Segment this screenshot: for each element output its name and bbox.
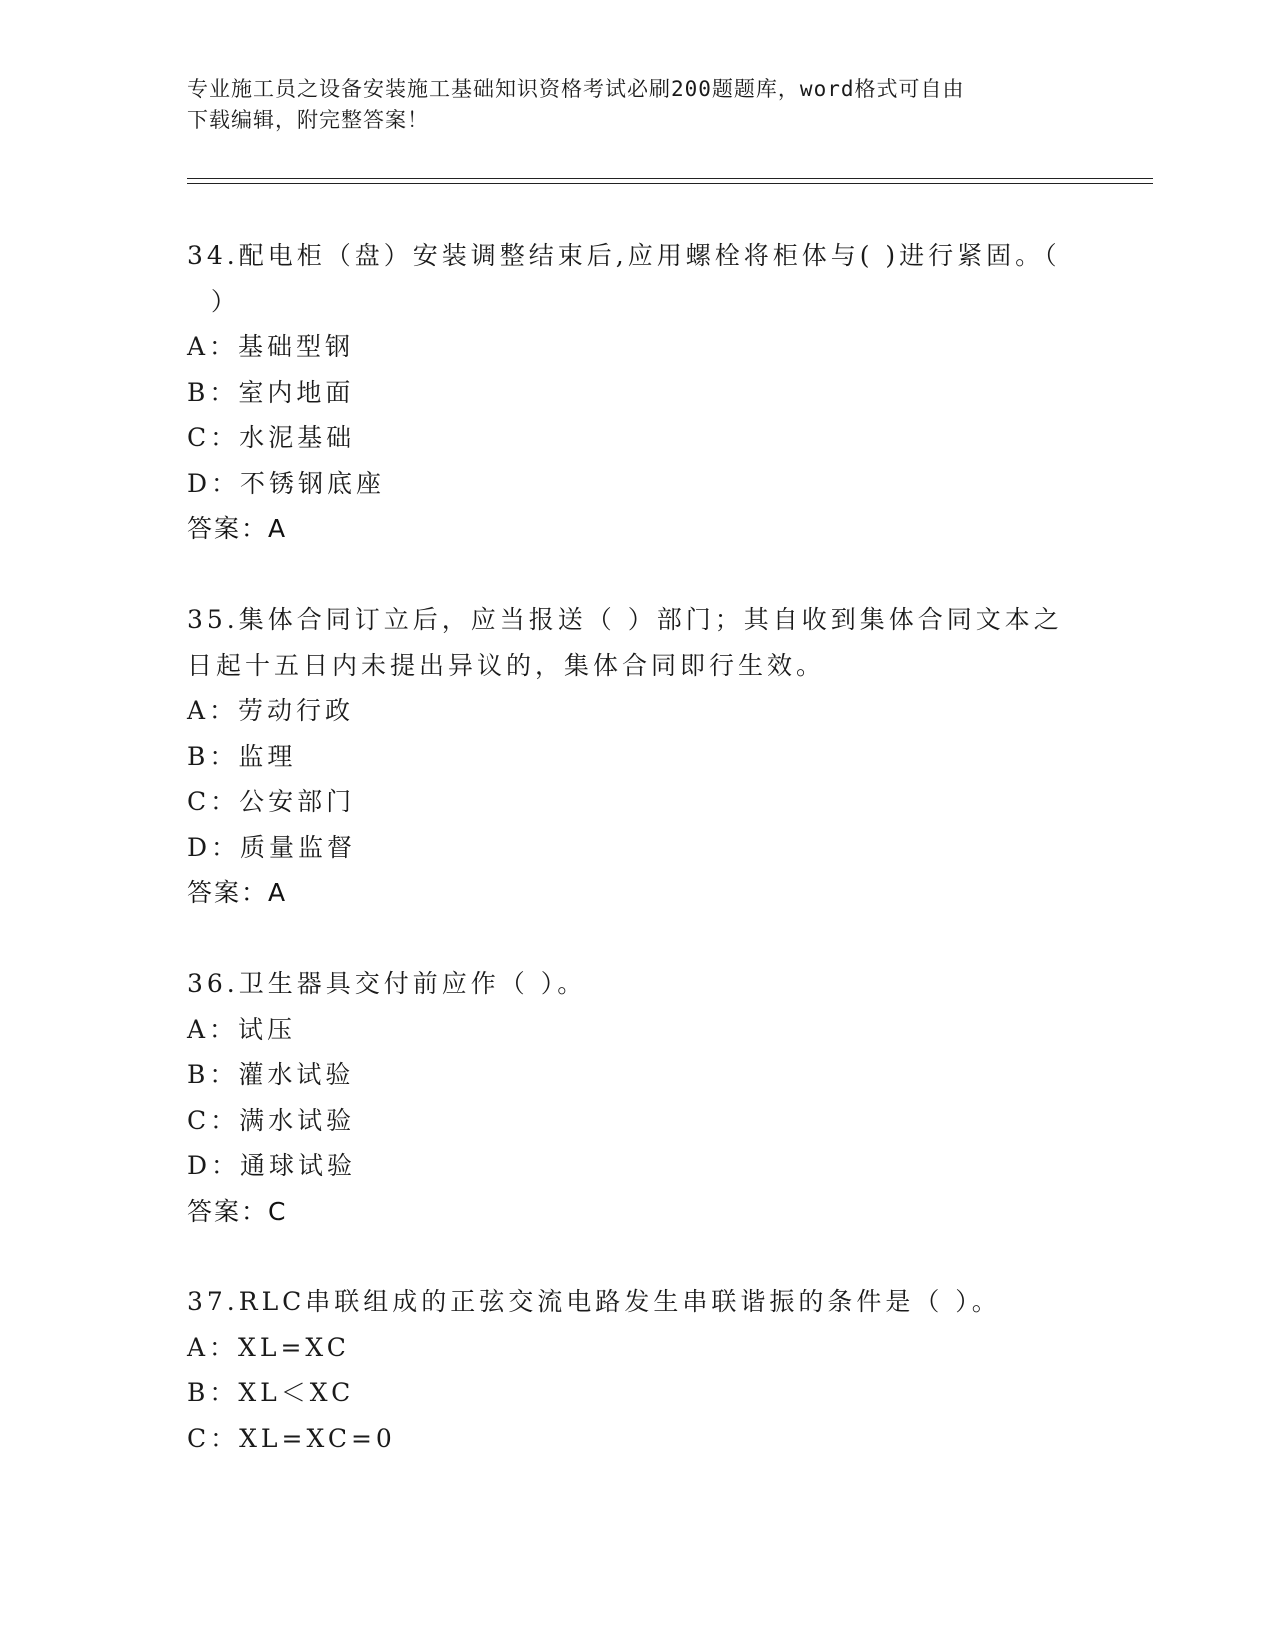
- question-36: [187, 961, 1067, 1234]
- option-c: C：公安部门: [187, 787, 356, 816]
- option-a: A：劳动行政: [187, 696, 355, 725]
- answer-text: 答案：A: [187, 878, 288, 907]
- option-b: B：监理: [187, 741, 297, 771]
- question-stem-line-1: 34.配电柜（盘）安装调整结束后,应用螺栓将柜体与( )进行紧固。（: [187, 241, 1061, 270]
- header-line-2: 下载编辑，附完整答案！: [187, 108, 429, 132]
- header-divider-bottom: [187, 183, 1153, 184]
- option-a: A：基础型钢: [187, 332, 355, 361]
- question-stem-line-1: 37.RLC串联组成的正弦交流电路发生串联谐振的条件是（ ）。: [187, 1287, 1001, 1316]
- header-divider-top: [187, 178, 1153, 179]
- option-c: C：水泥基础: [187, 423, 356, 452]
- option-d: D：质量监督: [187, 832, 357, 862]
- header-line-1: 专业施工员之设备安装施工基础知识资格考试必刷200题题库，word格式可自由: [187, 77, 965, 101]
- option-b: B：XL＜XC: [187, 1378, 355, 1407]
- question-stem-line-1: 35.集体合同订立后，应当报送（ ）部门；其自收到集体合同文本之: [187, 605, 1063, 634]
- question-stem-line-1: 36.卫生器具交付前应作（ ）。: [187, 969, 587, 998]
- document-header: [187, 74, 1067, 136]
- option-d: D：通球试验: [187, 1151, 357, 1180]
- option-a: A：试压: [187, 1014, 297, 1044]
- question-34: [187, 233, 1067, 552]
- answer-text: 答案：C: [187, 1196, 288, 1226]
- question-35: [187, 597, 1067, 916]
- option-b: B：灌水试验: [187, 1060, 355, 1089]
- question-37: [187, 1279, 1067, 1461]
- answer-text: 答案：A: [187, 514, 288, 543]
- option-b: B：室内地面: [187, 377, 355, 407]
- option-c: C：满水试验: [187, 1105, 356, 1135]
- option-c: C：XL=XC=0: [187, 1423, 396, 1453]
- option-d: D：不锈钢底座: [187, 468, 386, 498]
- option-a: A：XL=XC: [187, 1332, 350, 1362]
- question-stem-line-2: ）: [187, 286, 240, 316]
- question-stem-line-2: 日起十五日内未提出异议的，集体合同即行生效。: [187, 650, 826, 680]
